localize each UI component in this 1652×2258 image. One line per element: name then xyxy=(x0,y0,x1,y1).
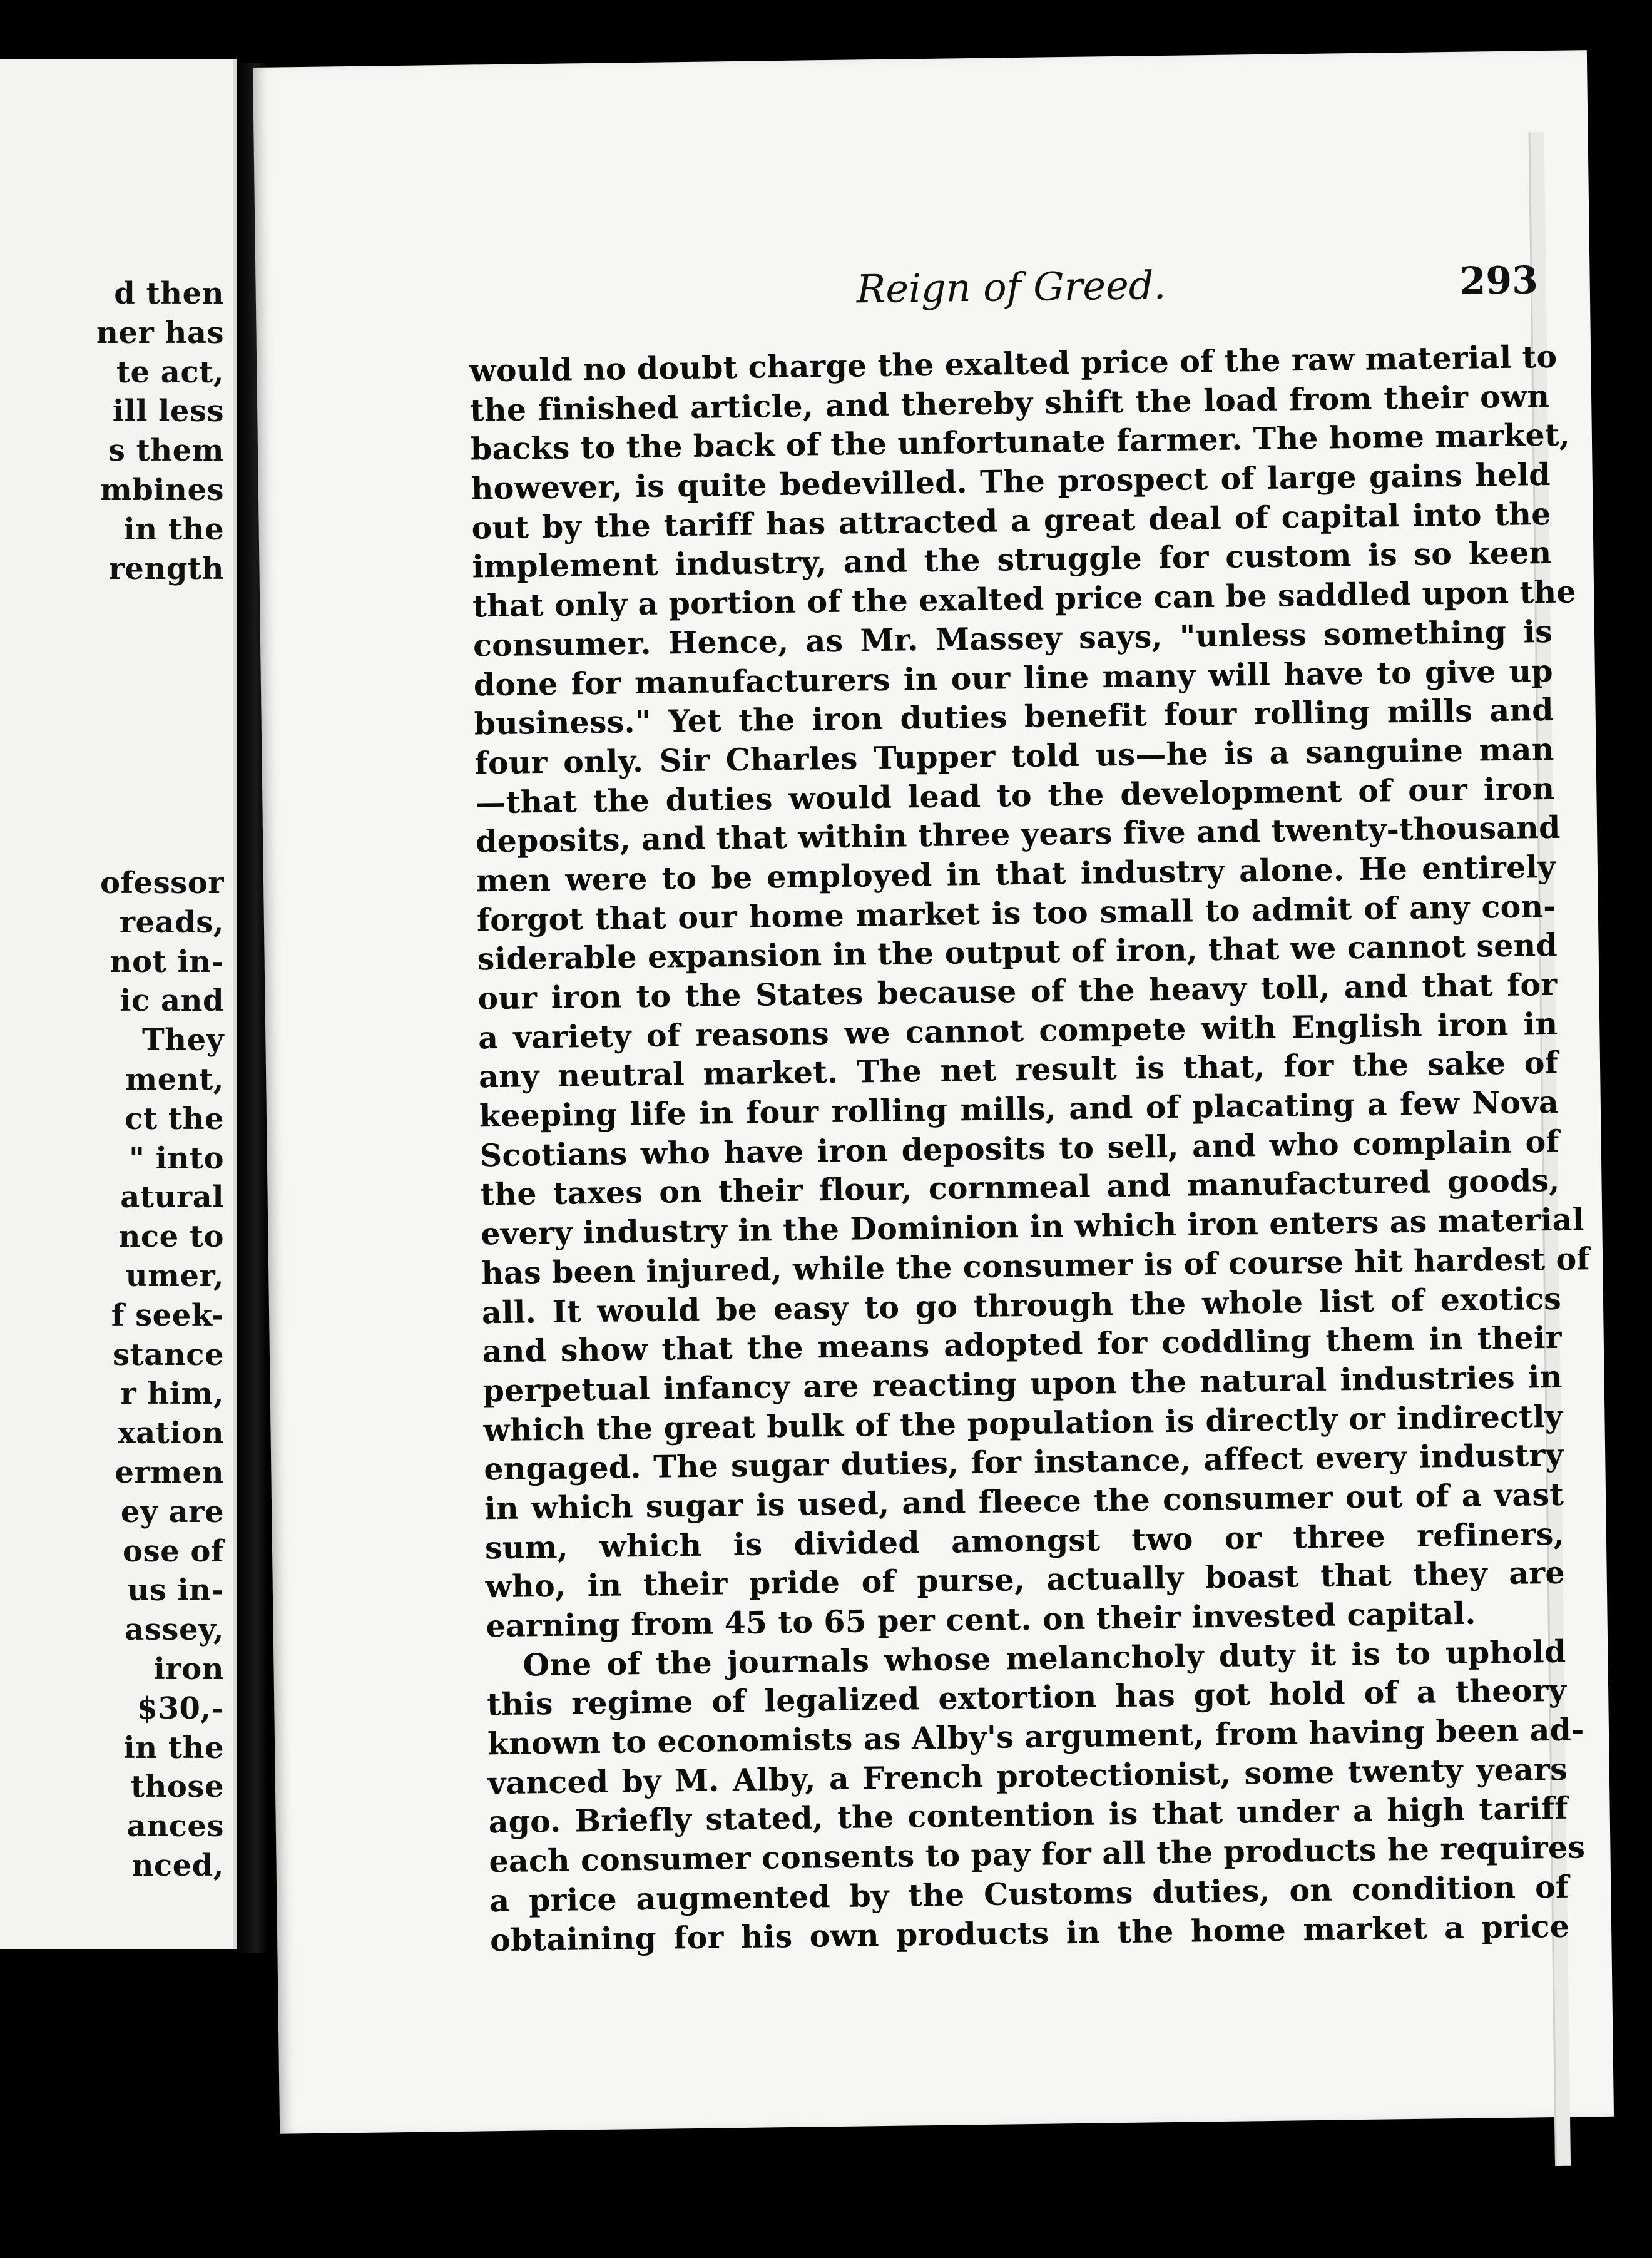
facing-page-line: xation xyxy=(117,1416,224,1451)
facing-page-line: ill less xyxy=(112,394,224,429)
text-line: four only. Sir Charles Tupper told us—he is a sanguine man xyxy=(474,730,1554,782)
text-line: earning from 45 to 65 per cent. on their invested capital. xyxy=(486,1595,1476,1645)
facing-page-line: ofessor xyxy=(99,866,224,901)
text-line: obtaining for his own products in the home market a price xyxy=(489,1908,1570,1958)
facing-page-line: ner has xyxy=(96,315,224,350)
facing-page-line: in the xyxy=(123,1730,224,1765)
text-line: which the great bulk of the population is directly or indirectly xyxy=(483,1397,1563,1448)
facing-page-line: those xyxy=(130,1769,224,1805)
text-line: the taxes on their flour, cornmeal and manufactured goods, xyxy=(480,1162,1560,1213)
facing-page-line: nce to xyxy=(118,1219,224,1255)
text-line: and show that the means adopted for coddling them in their xyxy=(482,1319,1563,1370)
facing-page-fragment xyxy=(0,59,237,1949)
text-line: has been injured, while the consumer is of course hit hardest of xyxy=(481,1240,1591,1292)
text-line: siderable expansion in the output of iron, that we cannot send xyxy=(477,927,1558,978)
text-line: would no doubt charge the exalted price of the raw material to xyxy=(469,338,1558,389)
facing-page-line: stance xyxy=(113,1337,224,1372)
text-line: men were to be employed in that industry alone. He entirely xyxy=(476,848,1556,899)
text-line: our iron to the States because of the heavy toll, and that for xyxy=(477,966,1558,1017)
facing-page-line: reads, xyxy=(119,904,224,940)
text-line: keeping life in four rolling mills, and of placating a few Nova xyxy=(479,1083,1559,1135)
text-line: known to economists as Alby's argument, from having been ad- xyxy=(487,1711,1584,1762)
text-line: sum, which is divided amongst two or three refiners, xyxy=(484,1515,1565,1566)
facing-page-line: $30,- xyxy=(136,1690,224,1726)
facing-page-line: ic and xyxy=(120,983,224,1019)
facing-page-line: ances xyxy=(126,1809,224,1844)
text-line: One of the journals whose melancholy duty it is to uphold xyxy=(523,1633,1566,1683)
facing-page-line: iron xyxy=(153,1652,224,1687)
body-text xyxy=(469,337,1591,1960)
facing-page-line: us in- xyxy=(127,1573,224,1608)
facing-page-line: f seek- xyxy=(111,1297,224,1333)
facing-page-line: ey are xyxy=(120,1494,224,1530)
text-line: vanced by M. Alby, a French protectionist, some twenty years xyxy=(487,1750,1568,1802)
facing-page-line: r him, xyxy=(120,1376,224,1412)
text-line: each consumer consents to pay for all the products he requires xyxy=(489,1829,1586,1880)
text-line: that only a portion of the exalted price can be saddled upon the xyxy=(472,573,1577,625)
facing-page-line: umer, xyxy=(125,1259,224,1294)
facing-page-line: s them xyxy=(108,433,224,469)
text-line: ago. Briefly stated, the contention is that under a high tariff xyxy=(488,1790,1568,1841)
text-line: done for manufacturers in our line many will have to give up xyxy=(473,652,1554,703)
facing-page-line: atural xyxy=(120,1180,224,1215)
page-number: 293 xyxy=(1459,258,1539,304)
facing-page-line: ermen xyxy=(115,1455,224,1490)
facing-page-line: " into xyxy=(128,1140,224,1176)
facing-page-line: mbines xyxy=(99,473,224,508)
facing-page-line: assey, xyxy=(125,1612,224,1648)
text-line: backs to the back of the unfortunate farmer. The home market, xyxy=(470,416,1571,467)
facing-page-line: d then xyxy=(114,276,224,311)
text-line: business." Yet the iron duties benefit four rolling mills and xyxy=(474,692,1554,742)
text-line: a variety of reasons we cannot compete with English iron in xyxy=(477,1005,1558,1056)
facing-page-line: ment, xyxy=(125,1062,224,1097)
text-line: who, in their pride of purse, actually boast that they are xyxy=(485,1555,1566,1605)
text-line: all. It would be easy to go through the whole list of exotics xyxy=(481,1280,1562,1331)
facing-page-line: not in- xyxy=(110,944,224,979)
text-line: every industry in the Dominion in which iron enters as material xyxy=(481,1201,1584,1252)
text-line: any neutral market. The net result is that, for the sake of xyxy=(478,1045,1559,1095)
text-line: Scotians who have iron deposits to sell, and who complain of xyxy=(479,1123,1560,1174)
paragraph xyxy=(486,1632,1586,1959)
text-line: perpetual infancy are reacting upon the natural industries in xyxy=(482,1358,1563,1409)
facing-page-line: te act, xyxy=(116,354,224,390)
paragraph xyxy=(469,337,1591,1646)
facing-page-line: rength xyxy=(108,551,224,586)
running-head: Reign of Greed. xyxy=(856,262,1166,312)
text-line: the finished article, and thereby shift the load from their own xyxy=(469,377,1550,429)
text-line: engaged. The sugar duties, for instance, affect every industry xyxy=(483,1437,1564,1488)
text-line: forgot that our home market is too small to admit of any con- xyxy=(476,887,1557,939)
text-line: —that the duties would lead to the development of our iron xyxy=(475,770,1555,821)
text-line: deposits, and that within three years five and twenty-thousand xyxy=(475,809,1561,860)
facing-page-line: ose of xyxy=(123,1533,224,1569)
text-line: implement industry, and the struggle for custom is so keen xyxy=(472,534,1552,585)
facing-page-line: ct the xyxy=(125,1101,224,1137)
facing-page-line: They xyxy=(141,1023,224,1058)
facing-page-line: nced, xyxy=(131,1848,224,1883)
text-line: out by the tariff has attracted a great deal of capital into the xyxy=(471,495,1551,546)
text-line: a price augmented by the Customs duties, on condition of xyxy=(489,1868,1569,1919)
text-line: in which sugar is used, and fleece the consumer out of a vast xyxy=(484,1476,1564,1527)
text-line: consumer. Hence, as Mr. Massey says, "unless something is xyxy=(472,613,1553,664)
book-page xyxy=(253,50,1614,2134)
text-line: this regime of legalized extortion has got hold of a theory xyxy=(486,1672,1567,1723)
text-line: however, is quite bedevilled. The prospect of large gains held xyxy=(471,456,1551,507)
facing-page-line: in the xyxy=(123,511,224,547)
